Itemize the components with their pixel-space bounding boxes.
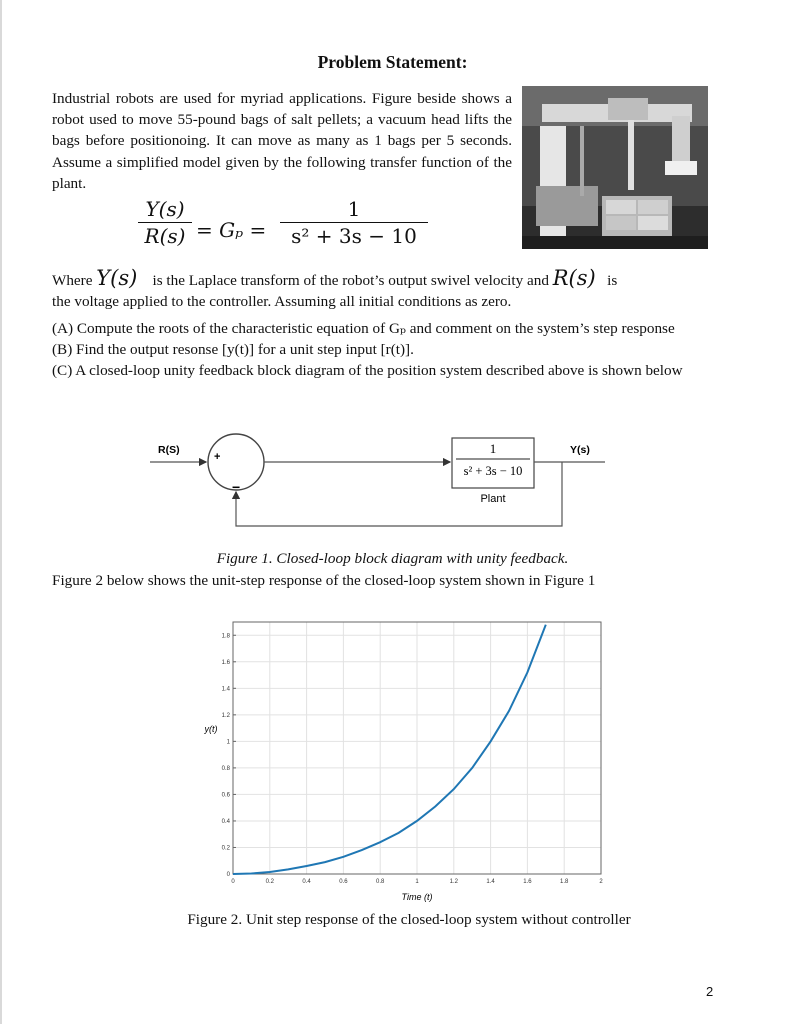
rhs-numerator: 1 [347,197,361,221]
y-tick-label: 1 [226,739,230,746]
figure2-caption: Figure 2. Unit step response of the closed-loop system without controller [187,911,631,928]
x-tick-label: 1.6 [523,879,532,885]
x-tick-label: 0 [231,879,235,885]
question-b: (B) Find the output resonse [y(t)] for a unit step input [r(t)]. [52,341,414,358]
figure1-caption: Figure 1. Closed-loop block diagram with unity feedback. [216,550,569,567]
lhs-denominator: R(s) [138,222,192,249]
minus-sign: − [232,479,241,495]
y-tick-label: 1.8 [221,633,230,640]
where-middle: is the Laplace transform of the robot’s output swivel velocity and [152,272,549,289]
transfer-function-equation [138,196,438,266]
where-paragraph [52,268,722,312]
x-tick-label: 1.2 [449,879,458,885]
plus-sign: + [214,451,221,463]
rhs-fraction [280,196,428,249]
where-prefix: Where [52,272,93,289]
input-label: R(S) [158,444,180,456]
plant-label: Plant [480,493,506,505]
where-continuation: the voltage applied to the controller. Assuming all initial conditions as zero. [52,293,512,310]
plant-denominator: s² + 3s − 10 [463,464,523,478]
y-tick-label: 0.2 [221,845,230,852]
question-list [52,318,717,381]
question-a: (A) Compute the roots of the characteristic equation of Gₚ and comment on the system’s step response [52,320,675,337]
question-c: (C) A closed-loop unity feedback block diagram of the position system described above is shown below [52,362,683,379]
output-label: Y(s) [570,444,590,456]
y-axis-label: y(t) [204,724,218,735]
r-of-s-symbol: R(s) [552,266,596,290]
y-tick-label: 1.4 [221,686,230,693]
y-tick-label: 0.8 [221,765,230,772]
plant-numerator: 1 [489,441,497,456]
page-edge [0,0,2,1024]
x-tick-label: 0.6 [339,879,348,885]
x-tick-label: 2 [599,879,603,885]
x-tick-label: 1.8 [560,879,569,885]
lhs-fraction [138,196,192,249]
robot-photo [522,86,708,249]
x-tick-label: 1.4 [486,879,495,885]
y-tick-label: 1.2 [221,712,230,719]
closed-loop-block-diagram [150,430,610,535]
equals-gp: = Gₚ = [196,218,267,242]
x-tick-label: 0.4 [302,879,311,885]
x-tick-label: 1 [415,879,419,885]
where-suffix: is [607,272,618,289]
rhs-denominator: s² + 3s − 10 [280,222,428,249]
y-tick-label: 1.6 [221,659,230,666]
page-number: 2 [706,984,714,999]
y-tick-label: 0 [226,872,230,878]
y-tick-label: 0.4 [221,818,230,825]
y-tick-label: 0.6 [221,792,230,799]
x-tick-label: 0.8 [376,879,385,885]
y-of-s-symbol: Y(s) [96,266,138,290]
step-response-chart [195,618,615,913]
figure2-intro: Figure 2 below shows the unit-step response of the closed-loop system shown in Figure 1 [52,572,596,589]
intro-paragraph: Industrial robots are used for myriad applications. Figure beside shows a robot used to move 55-pound bags of salt pellets; a vacuum head lifts the bags before positionoing. It can move as many as 1 bags per 5 seconds. Assume a simplified model given by the following transfer function of the plant. [52,90,512,192]
page-title: Problem Statement: [317,52,468,72]
x-axis-label: Time (t) [401,892,433,902]
x-tick-label: 0.2 [265,879,274,885]
lhs-numerator: Y(s) [145,197,185,221]
